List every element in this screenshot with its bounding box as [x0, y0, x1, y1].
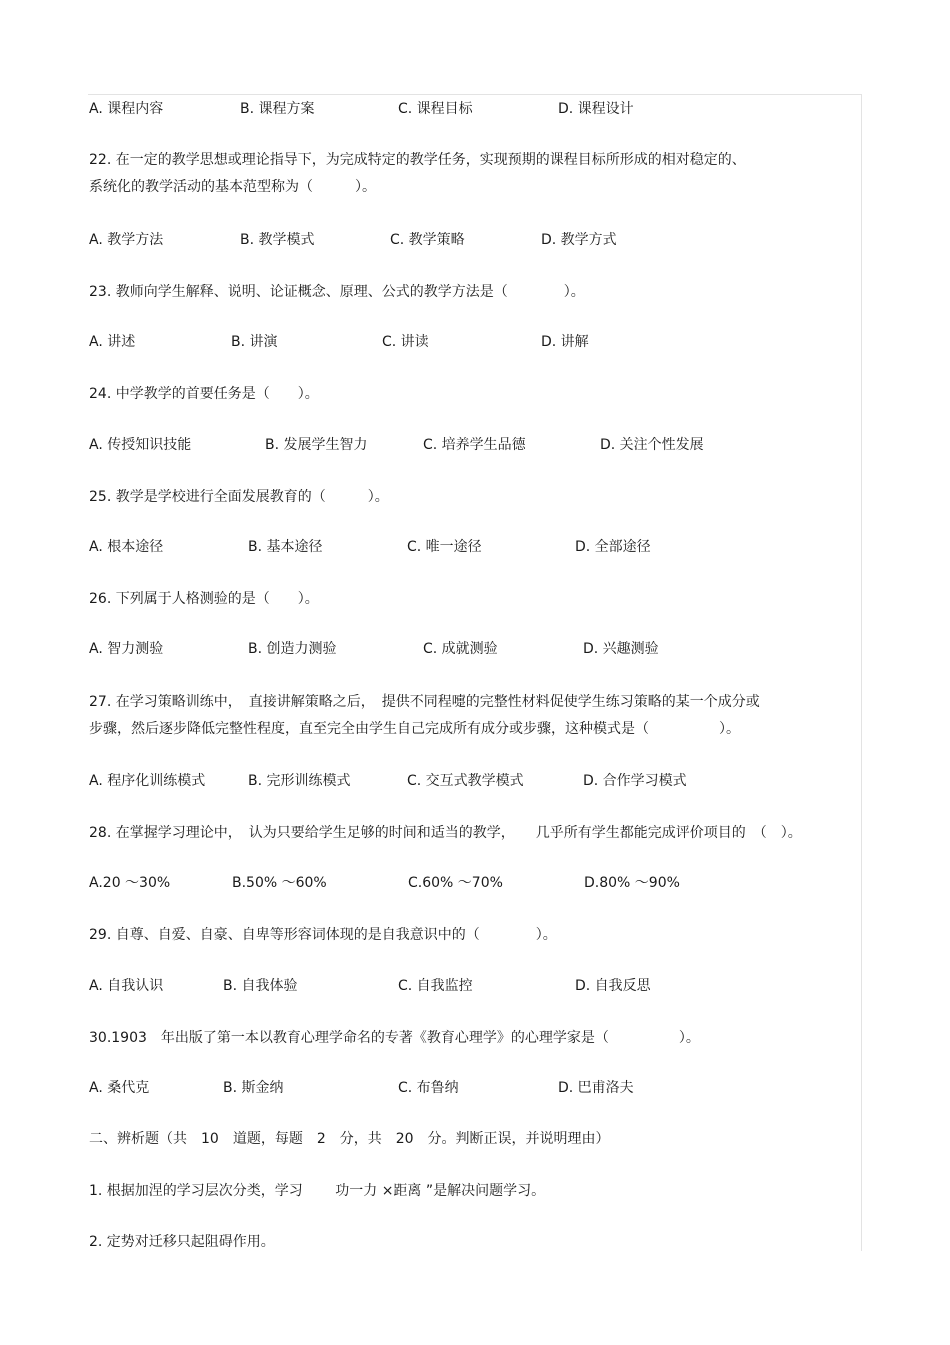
q28-options	[0, 872, 950, 896]
q24-options	[0, 434, 950, 458]
q25-option-c[interactable]: C. 唯一途径	[407, 539, 482, 555]
q23-option-c[interactable]: C. 讲读	[382, 334, 429, 350]
q25-option-a[interactable]: A. 根本途径	[89, 539, 164, 555]
q25-option-b[interactable]: B. 基本途径	[248, 539, 323, 555]
q21-option-b[interactable]: B. 课程方案	[240, 101, 315, 117]
q22-option-b[interactable]: B. 教学模式	[240, 232, 315, 248]
q26-option-d[interactable]: D. 兴趣测验	[583, 641, 659, 657]
q22-option-d[interactable]: D. 教学方式	[541, 232, 617, 248]
q22-stem	[89, 147, 869, 201]
q29-options	[0, 975, 950, 999]
q25-options	[0, 536, 950, 560]
q24-option-a[interactable]: A. 传授知识技能	[89, 437, 192, 453]
q25-option-d[interactable]: D. 全部途径	[575, 539, 651, 555]
q23-option-a[interactable]: A. 讲述	[89, 334, 136, 350]
q24-option-c[interactable]: C. 培养学生品德	[423, 437, 526, 453]
q22-option-a[interactable]: A. 教学方法	[89, 232, 164, 248]
q23-option-d[interactable]: D. 讲解	[541, 334, 589, 350]
q21-option-d[interactable]: D. 课程设计	[558, 101, 634, 117]
q30-option-b[interactable]: B. 斯金纳	[223, 1080, 284, 1096]
q28-option-d[interactable]: D.80% ～90%	[584, 875, 680, 891]
q28-option-b[interactable]: B.50% ～60%	[232, 875, 327, 891]
q29-option-b[interactable]: B. 自我体验	[223, 978, 298, 994]
q30-options	[0, 1077, 950, 1101]
q24-option-b[interactable]: B. 发展学生智力	[265, 437, 368, 453]
q23-options	[0, 331, 950, 355]
q28-option-c[interactable]: C.60% ～70%	[408, 875, 503, 891]
q23-stem: 23. 教师向学生解释、说明、论证概念、原理、公式的教学方法是（ ）。	[89, 284, 585, 300]
q26-option-a[interactable]: A. 智力测验	[89, 641, 164, 657]
q21-option-c[interactable]: C. 课程目标	[398, 101, 473, 117]
q21-options	[0, 98, 950, 122]
q27-line2: 步骤，然后逐步降低完整性程度，直至完全由学生自己完成所有成分或步骤，这种模式是（ ）。	[89, 721, 740, 737]
q26-stem: 26. 下列属于人格测验的是（ ）。	[89, 591, 319, 607]
q24-option-d[interactable]: D. 关注个性发展	[600, 437, 704, 453]
q22-line2: 系统化的教学活动的基本范型称为（ ）。	[89, 179, 376, 195]
q26-options	[0, 638, 950, 662]
q22-option-c[interactable]: C. 教学策略	[390, 232, 465, 248]
section2-item-2: 2. 定势对迁移只起阻碍作用。	[89, 1234, 275, 1250]
q29-option-d[interactable]: D. 自我反思	[575, 978, 651, 994]
q28-option-a[interactable]: A.20 ～30%	[89, 875, 171, 891]
q24-stem: 24. 中学教学的首要任务是（ ）。	[89, 386, 319, 402]
q26-option-c[interactable]: C. 成就测验	[423, 641, 498, 657]
section2-item-1: 1. 根据加涅的学习层次分类，学习 功一力 ×距离 ”是解决问题学习。	[89, 1183, 546, 1199]
q29-option-c[interactable]: C. 自我监控	[398, 978, 473, 994]
q27-line1: 27. 在学习策略训练中， 直接讲解策略之后， 提供不同程嚏的完整性材料促使学生练习策略的某一个成分或	[89, 694, 760, 710]
q22-line1: 22. 在一定的教学思想或理论指导下，为完成特定的教学任务，实现预期的课程目标所形成的相对稳定的、	[89, 152, 746, 168]
q27-options	[0, 770, 950, 794]
q28-stem: 28. 在掌握学习理论中， 认为只要给学生足够的时间和适当的教学， 几乎所有学生都能完成评价项目的 （ ）。	[89, 825, 802, 841]
q26-option-b[interactable]: B. 创造力测验	[248, 641, 337, 657]
q21-option-a[interactable]: A. 课程内容	[89, 101, 164, 117]
q27-option-a[interactable]: A. 程序化训练模式	[89, 773, 206, 789]
q30-stem: 30.1903 年出版了第一本以教育心理学命名的专著《教育心理学》的心理学家是（ ）。	[89, 1030, 700, 1046]
q29-stem: 29. 自尊、自爱、自豪、自卑等形容词体现的是自我意识中的（ ）。	[89, 927, 557, 943]
q29-option-a[interactable]: A. 自我认识	[89, 978, 164, 994]
section2-heading: 二、辨析题（共 10 道题，每题 2 分，共 20 分。判断正误，并说明理由）	[89, 1131, 610, 1147]
q27-option-d[interactable]: D. 合作学习模式	[583, 773, 687, 789]
q30-option-d[interactable]: D. 巴甫洛夫	[558, 1080, 634, 1096]
q27-option-c[interactable]: C. 交互式教学模式	[407, 773, 524, 789]
q22-options	[0, 229, 950, 253]
q23-option-b[interactable]: B. 讲演	[231, 334, 278, 350]
q27-stem	[89, 689, 869, 743]
q30-option-a[interactable]: A. 桑代克	[89, 1080, 150, 1096]
q25-stem: 25. 教学是学校进行全面发展教育的（ ）。	[89, 489, 389, 505]
q30-option-c[interactable]: C. 布鲁纳	[398, 1080, 459, 1096]
q27-option-b[interactable]: B. 完形训练模式	[248, 773, 351, 789]
